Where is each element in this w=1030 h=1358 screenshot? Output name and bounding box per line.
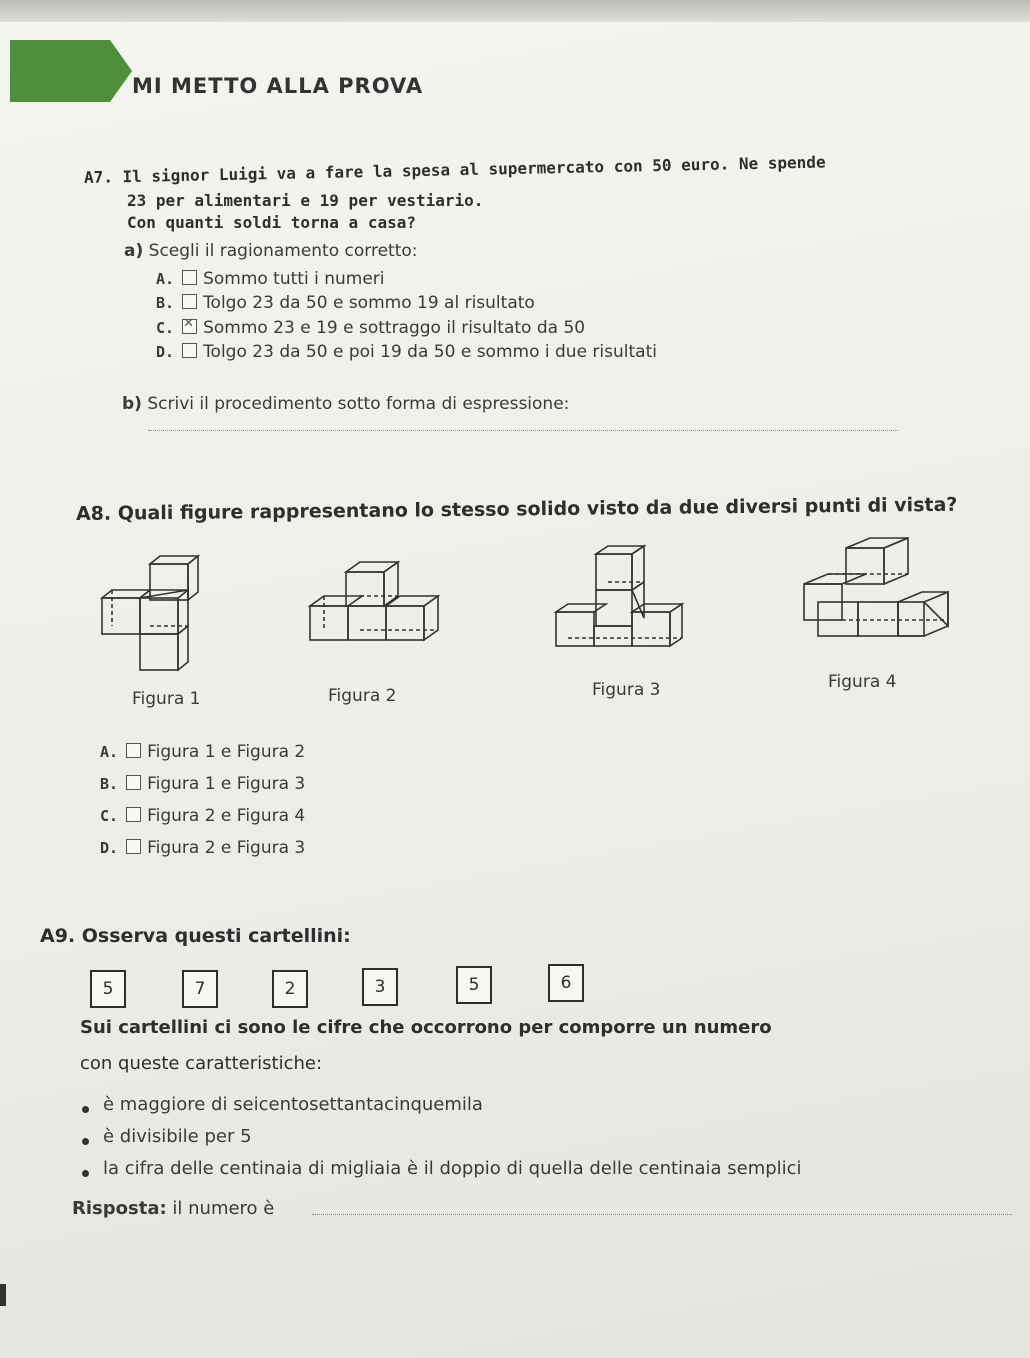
section-title: MI METTO ALLA PROVA [132,74,424,98]
a7-part-b [122,394,569,414]
a8-question [76,494,958,525]
option-text: Figura 1 e Figura 2 [147,742,306,762]
checkbox-a8-d[interactable] [126,839,141,854]
figure-2-label: Figura 2 [328,686,397,706]
checkbox-a7-c-checked[interactable] [182,319,197,334]
a7-part-a-label: a) [124,241,144,261]
a7-question [84,152,826,187]
section-banner-tip [110,40,132,102]
figure-2-drawing [310,562,438,640]
a7-number: A7. [83,167,114,187]
a8-option-c [100,806,305,826]
a7-line2: 23 per alimentari e 19 per vestiario. [127,191,484,210]
a9-number: A9. [40,925,76,947]
page-marker [0,1284,6,1306]
option-text: Figura 2 e Figura 3 [147,838,306,858]
a7-part-a [124,241,418,261]
digit-card: 2 [272,970,308,1008]
a7-option-c [156,318,585,338]
option-letter: B. [156,294,175,312]
a7-option-d [156,342,657,362]
a9-answer-text: il numero è [172,1198,275,1219]
a7-line1: Il signor Luigi va a fare la spesa al supermercato con 50 euro. Ne spende [122,152,826,187]
digit-card: 6 [548,964,584,1002]
a7-part-a-text: Scegli il ragionamento corretto: [148,241,418,261]
figure-4-label: Figura 4 [828,672,897,692]
option-letter: C. [100,807,119,825]
figure-1-label: Figura 1 [132,689,201,709]
digit-card: 7 [182,970,218,1008]
a7-line3: Con quanti soldi torna a casa? [127,213,416,232]
checkbox-a8-a[interactable] [126,743,141,758]
a8-option-a [100,742,305,762]
figure-3-label: Figura 3 [592,680,661,700]
option-letter: A. [100,743,119,761]
figure-1-drawing [102,556,198,670]
a7-option-b [156,293,535,313]
page-top-edge [0,0,1030,22]
a8-option-b [100,774,305,794]
a9-bullet-2: è divisibile per 5 [103,1126,252,1147]
a9-title [40,925,351,947]
option-text: Figura 1 e Figura 3 [147,774,306,794]
option-letter: A. [156,270,175,288]
a8-option-d [100,838,305,858]
a7-part-b-label: b) [122,394,142,414]
option-text: Figura 2 e Figura 4 [147,806,306,826]
option-letter: D. [156,343,175,361]
option-letter: D. [100,839,119,857]
a9-answer-label: Risposta: [72,1198,167,1219]
option-text: Sommo tutti i numeri [203,269,385,289]
figure-3-drawing [556,546,682,646]
a7-option-a [156,269,384,289]
a9-title-text: Osserva questi cartellini: [81,925,351,947]
checkbox-a7-d[interactable] [182,343,197,358]
a9-answer-line[interactable] [312,1214,1012,1215]
checkbox-a8-c[interactable] [126,807,141,822]
checkbox-a7-a[interactable] [182,270,197,285]
figure-4-drawing [804,538,948,636]
a9-bullet-3: la cifra delle centinaia di migliaia è il doppio di quella delle centinaia semplici [103,1158,802,1179]
a9-answer [72,1198,274,1219]
digit-card: 5 [90,970,126,1008]
option-text: Tolgo 23 da 50 e sommo 19 al risultato [203,293,535,313]
a7-answer-line[interactable] [148,430,898,431]
bullet-dot [82,1138,89,1145]
a9-desc-line2: con queste caratteristiche: [80,1053,323,1074]
solid-figures [0,530,1030,680]
a8-number: A8. [75,502,112,525]
option-letter: C. [156,319,175,337]
a7-part-b-text: Scrivi il procedimento sotto forma di espressione: [147,394,570,414]
option-text: Sommo 23 e 19 e sottraggo il risultato da 50 [203,318,586,338]
option-text: Tolgo 23 da 50 e poi 19 da 50 e sommo i due risultati [203,342,657,362]
checkbox-a7-b[interactable] [182,294,197,309]
a9-desc-line1: Sui cartellini ci sono le cifre che occorrono per comporre un numero [80,1017,772,1038]
bullet-dot [82,1170,89,1177]
option-letter: B. [100,775,119,793]
a9-bullet-1: è maggiore di seicentosettantacinquemila [103,1094,483,1115]
digit-card: 5 [456,966,492,1004]
checkbox-a8-b[interactable] [126,775,141,790]
section-banner [10,40,110,102]
bullet-dot [82,1106,89,1113]
digit-card: 3 [362,968,398,1006]
a8-text: Quali figure rappresentano lo stesso solido visto da due diversi punti di vista? [117,493,958,525]
